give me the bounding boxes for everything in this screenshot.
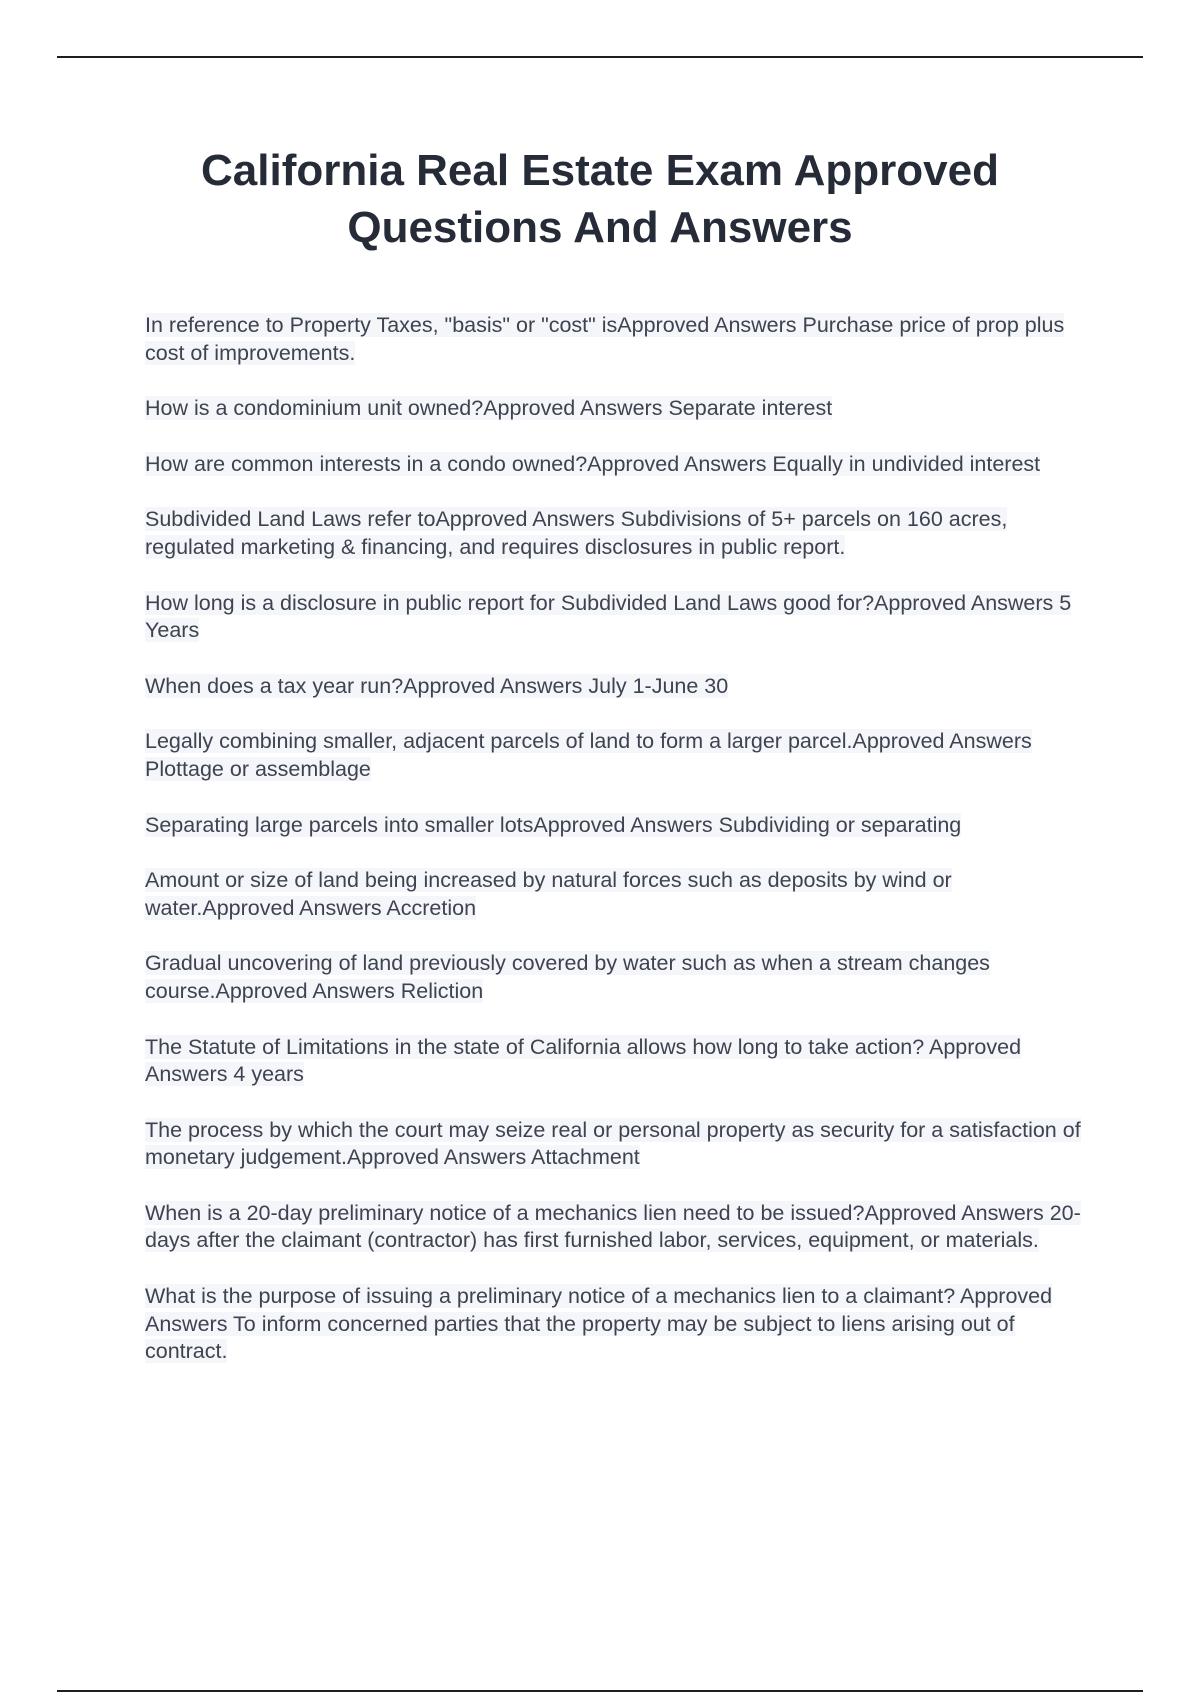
qa-text: When does a tax year run?Approved Answers July 1-June 30 [145, 673, 729, 698]
qa-text: Amount or size of land being increased by natural forces such as deposits by wind or water.Approved Answers Accretion [145, 868, 952, 920]
qa-item-13 [145, 1200, 1085, 1255]
qa-text: Subdivided Land Laws refer toApproved Answers Subdivisions of 5+ parcels on 160 acres, regulated marketing & financing, and requires disclosures in public report. [145, 507, 1008, 559]
qa-item-5 [145, 590, 1085, 645]
qa-item-2 [145, 395, 1085, 423]
qa-text: Gradual uncovering of land previously covered by water such as when a stream changes course.Approved Answers Reliction [145, 951, 990, 1003]
qa-item-11 [145, 1034, 1085, 1089]
qa-text: Legally combining smaller, adjacent parcels of land to form a larger parcel.Approved Answers Plottage or assemblage [145, 729, 1032, 781]
top-rule [57, 56, 1143, 58]
qa-text: The process by which the court may seize real or personal property as security for a satisfaction of monetary judgement.Approved Answers Attachment [145, 1117, 1081, 1170]
qa-item-7 [145, 728, 1085, 783]
qa-item-10 [145, 950, 1085, 1005]
qa-text: How is a condominium unit owned?Approved Answers Separate interest [145, 396, 833, 421]
qa-item-6 [145, 673, 1085, 701]
qa-item-8 [145, 812, 1085, 840]
bottom-rule [57, 1690, 1143, 1692]
qa-list [145, 312, 1085, 1394]
qa-item-12 [145, 1117, 1085, 1172]
page-title: California Real Estate Exam Approved Questions And Answers [201, 146, 999, 252]
qa-text: In reference to Property Taxes, "basis" or "cost" isApproved Answers Purchase price of prop plus cost of improvements. [145, 313, 1065, 365]
qa-item-4 [145, 506, 1085, 561]
qa-text: What is the purpose of issuing a preliminary notice of a mechanics lien to a claimant? Approved Answers To inform concerned parties that the property may be subject to liens arising out of contract. [145, 1284, 1053, 1364]
qa-item-9 [145, 867, 1085, 922]
qa-text: Separating large parcels into smaller lotsApproved Answers Subdividing or separating [145, 812, 962, 837]
qa-item-1 [145, 312, 1085, 367]
qa-text: How long is a disclosure in public report for Subdivided Land Laws good for?Approved Answers 5 Years [145, 590, 1072, 643]
qa-text: When is a 20-day preliminary notice of a mechanics lien need to be issued?Approved Answers 20-days after the claimant (contractor) has first furnished labor, services, equipment, or materials. [145, 1200, 1081, 1253]
qa-text: How are common interests in a condo owned?Approved Answers Equally in undivided interest [145, 451, 1041, 476]
qa-text: The Statute of Limitations in the state of California allows how long to take action? Approved Answers 4 years [145, 1034, 1022, 1087]
qa-item-14 [145, 1283, 1085, 1366]
qa-item-3 [145, 451, 1085, 479]
